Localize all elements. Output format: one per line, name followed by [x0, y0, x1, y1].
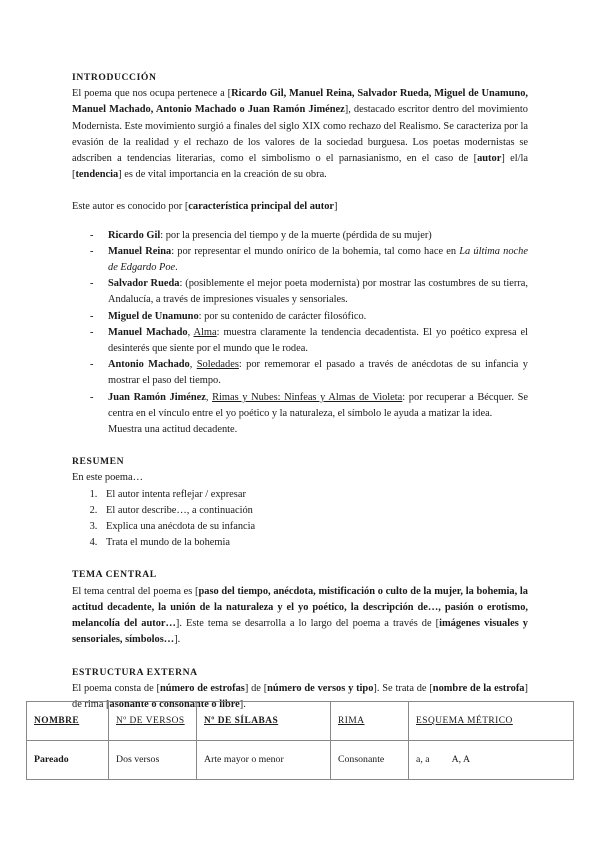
placeholder-estrofas: número de estrofas [159, 682, 245, 694]
resumen-intro: En este poema… [72, 472, 143, 484]
estructura-heading: ESTRUCTURA EXTERNA [72, 666, 198, 678]
cell-silabas: Arte mayor o menor [197, 741, 331, 780]
placeholder-temas: paso del tiempo, anécdota, mistificación o culto de la mujer, la bohemia, la actitud decadente, la unión de la naturaleza y el yo poético, la descripción de…, pasión o erotismo, melancolía del autor… [72, 585, 528, 630]
cell-esquema [409, 741, 574, 780]
cell-versos: Dos versos [109, 741, 197, 780]
placeholder-autor: autor [477, 153, 502, 165]
author-item: - Ricardo Gil: por la presencia del tiempo y de la muerte (pérdida de su mujer) [90, 228, 528, 244]
header-nombre: NOMBRE [27, 702, 109, 741]
resumen-list [72, 487, 528, 552]
placeholder-tendencia: tendencia [75, 169, 119, 181]
author-item: - Salvador Rueda: (posiblemente el mejor poeta modernista) por mostrar las costumbres de su tierra, Andalucía, a través de impresiones visuales y sensoriales. [90, 276, 528, 308]
cell-nombre: Pareado [27, 741, 109, 780]
authors-extra-note: Muestra una actitud decadente. [108, 424, 238, 436]
resumen-item: 3. Explica una anécdota de su infancia [100, 519, 528, 535]
header-silabas: Nº DE SÍLABAS [197, 702, 331, 741]
author-item: - Miguel de Unamuno: por su contenido de carácter filosófico. [90, 309, 528, 325]
placeholder-rima: asonante o consonante o libre [109, 698, 240, 710]
esquema-major: A, A [451, 753, 471, 765]
document-body [72, 70, 528, 713]
author-item: - Juan Ramón Jiménez, Rimas y Nubes: Ninfeas y Almas de Violeta: por recuperar a Bécquer. Se centra en el vínculo entre el yo poético y la naturaleza, el símbolo le ayuda a matizar la idea. [90, 390, 528, 422]
placeholder-versos: número de versos y tipo [267, 682, 374, 694]
table-row [27, 741, 574, 780]
metric-table [26, 698, 574, 780]
tema-paragraph: El tema central del poema es [paso del tiempo, anécdota, mistificación o culto de la mujer, la bohemia, la actitud decadente, la unión de la naturaleza y el yo poético, la descripción de…, pasión o erotismo, melancolía del autor…]. Este tema se desarrolla a lo largo del poema a través de [imágenes visuales y sensoriales, símbolos…]. [72, 585, 529, 646]
book-title: Alma [193, 326, 217, 338]
author-known-for: Este autor es conocido por [característica principal del autor] [72, 201, 338, 213]
estructura-paragraph: El poema consta de [número de estrofas] de [número de versos y tipo]. Se trata de [nombre de la estrofa] de rima [asonante o consonante o libre]. [72, 682, 528, 710]
resumen-item: 2. El autor describe…, a continuación [100, 503, 528, 519]
author-item: - Manuel Reina: por representar el mundo onírico de la bohemia, tal como hace en La última noche de Edgardo Poe. [90, 244, 528, 276]
tema-heading: TEMA CENTRAL [72, 569, 157, 581]
author-item: - Manuel Machado, Alma: muestra claramente la tendencia decadentista. El yo poético expresa el desinterés que siente por el mundo que le rodea. [90, 325, 528, 357]
table-header-row [27, 702, 574, 741]
header-esquema: ESQUEMA MÉTRICO [409, 702, 574, 741]
esquema-minor: a, a [416, 753, 430, 765]
placeholder-caracteristica: característica principal del autor [188, 201, 335, 213]
header-rima: RIMA [331, 702, 409, 741]
header-versos: Nº DE VERSOS [109, 702, 197, 741]
placeholder-nombre-estrofa: nombre de la estrofa [432, 682, 525, 694]
book-title: Rimas y Nubes: Ninfeas y Almas de Violeta [212, 391, 403, 403]
author-item: - Antonio Machado, Soledades: por rememorar el pasado a través de anécdotas de su infancia y mostrar el paso del tiempo. [90, 357, 528, 389]
resumen-item: 4. Trata el mundo de la bohemia [100, 535, 528, 551]
work-title: La última noche de Edgardo Poe [108, 245, 528, 274]
intro-paragraph: El poema que nos ocupa pertenece a [Ricardo Gil, Manuel Reina, Salvador Rueda, Miguel de Unamuno, Manuel Machado, Antonio Machado o Juan Ramón Jiménez], destacado escritor dentro del movimiento Modernista. Este movimiento surgió a finales del siglo XIX como rechazo del Realismo. Se caracteriza por la evasión de la realidad y el rechazo de los valores de la sociedad burguesa. Los poetas modernistas se adscriben a tendencias literarias, como el simbolismo o el parnasianismo, en el caso de [autor] el/la [tendencia] es de vital importancia en la creación de su obra. [72, 88, 529, 181]
intro-heading: INTRODUCCIÓN [72, 72, 157, 83]
cell-rima: Consonante [331, 741, 409, 780]
resumen-item: 1. El autor intenta reflejar / expresar [100, 487, 528, 503]
resumen-heading: RESUMEN [72, 456, 125, 468]
book-title: Soledades [196, 359, 239, 371]
authors-list [72, 228, 528, 422]
placeholder-recursos: imágenes visuales y sensoriales, símbolos… [72, 618, 529, 646]
intro-authors-list: Ricardo Gil, Manuel Reina, Salvador Rueda, Miguel de Unamuno, Manuel Machado, Antonio Machado o Juan Ramón Jiménez [72, 88, 528, 116]
